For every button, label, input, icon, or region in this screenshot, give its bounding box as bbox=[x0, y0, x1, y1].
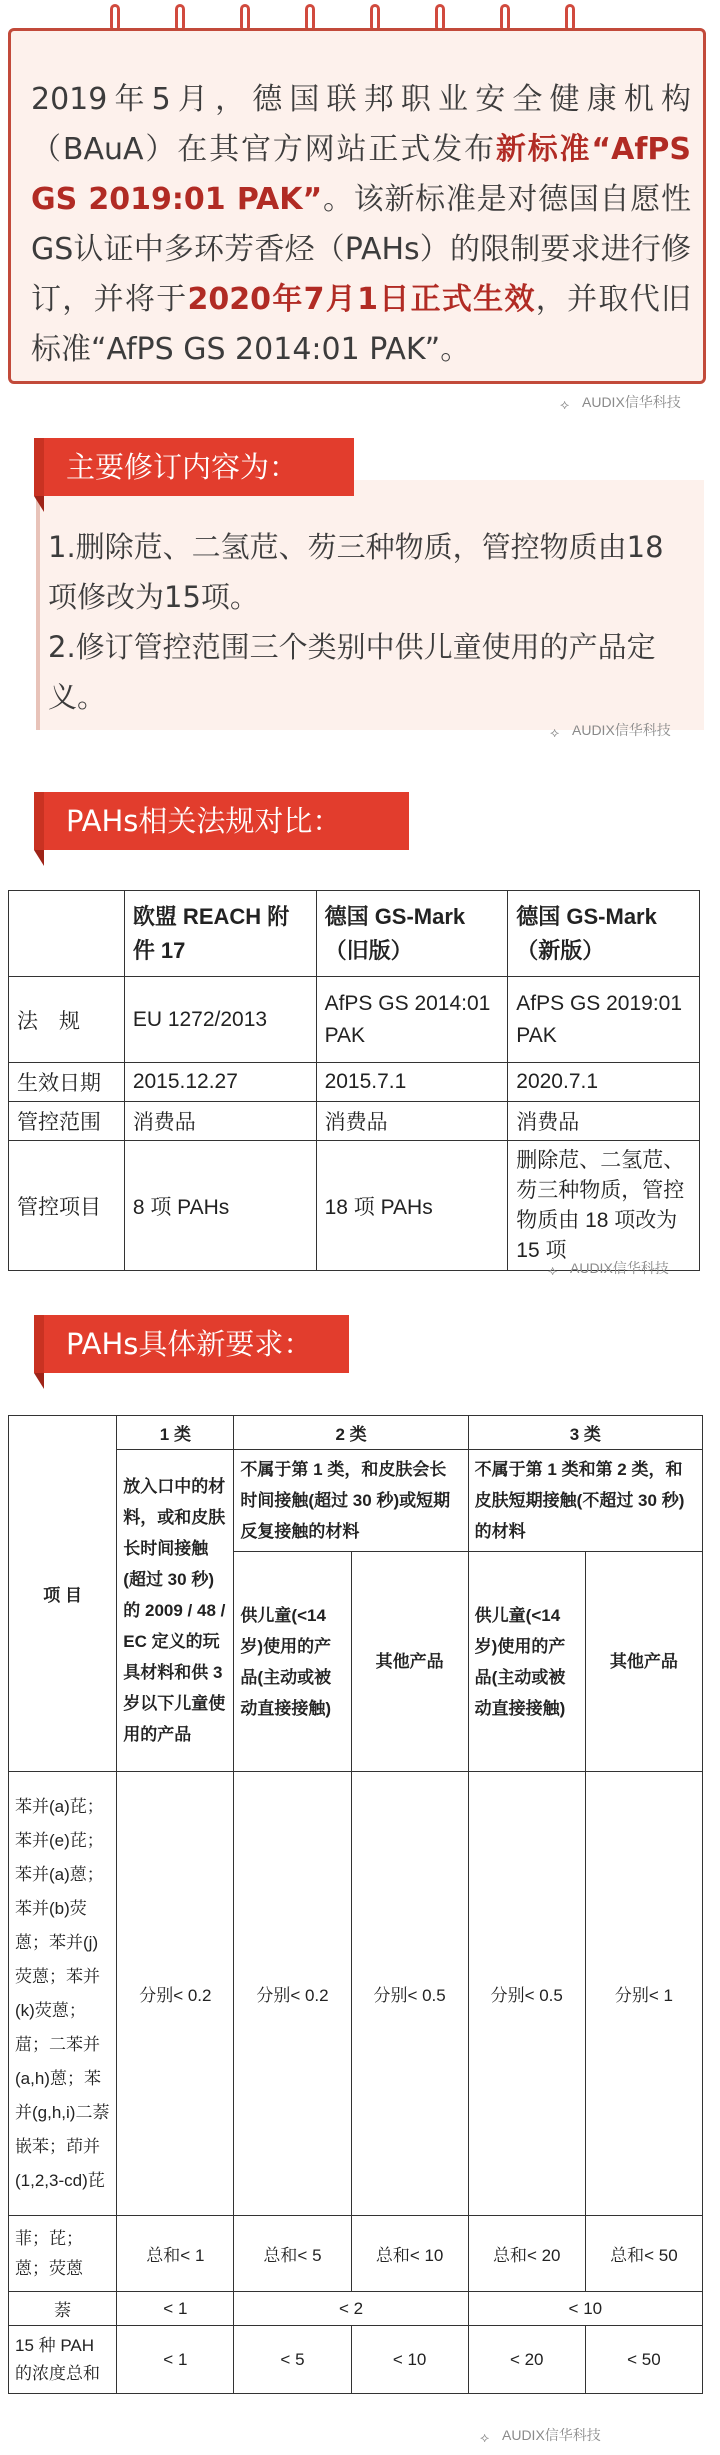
table-cell: 分别< 0.2 bbox=[117, 1772, 234, 2216]
section-header-revision: 主要修订内容为： bbox=[44, 438, 354, 496]
intro-text-1: 2019年5月，德国联邦职业安全健康机构（BAuA）在其官方网站正式发布 bbox=[31, 82, 691, 167]
revision-item-1: 1.删除苊、二氢苊、芴三种物质，管控物质由18项修改为15项。 bbox=[48, 530, 664, 614]
table-cell: < 10 bbox=[468, 2292, 702, 2326]
table-cell: < 2 bbox=[234, 2292, 468, 2326]
table-row bbox=[9, 1102, 700, 1141]
revision-box bbox=[36, 480, 704, 730]
col-header-item: 项 目 bbox=[9, 1416, 117, 1772]
table-header-empty bbox=[9, 891, 125, 977]
table-cell: 2015.7.1 bbox=[316, 1063, 508, 1102]
cat3-other-products: 其他产品 bbox=[585, 1552, 702, 1772]
table-row bbox=[9, 2216, 703, 2292]
watermark: ⟡ AUDIX信华科技 bbox=[480, 2427, 601, 2446]
section-header-compare: PAHs相关法规对比： bbox=[44, 792, 409, 850]
table-row bbox=[9, 1772, 703, 2216]
revision-item-2: 2.修订管控范围三个类别中供儿童使用的产品定义。 bbox=[48, 630, 656, 714]
table-row bbox=[9, 2326, 703, 2394]
table-header-reach: 欧盟 REACH 附件 17 bbox=[124, 891, 316, 977]
wechat-icon: ⟡ bbox=[548, 1262, 558, 1279]
watermark: ⟡ AUDIX信华科技 bbox=[550, 722, 671, 741]
watermark: ⟡ AUDIX信华科技 bbox=[548, 1260, 669, 1279]
table-cell: 法 规 bbox=[9, 977, 125, 1063]
table-cell: 总和< 50 bbox=[585, 2216, 702, 2292]
table-cell: 管控范围 bbox=[9, 1102, 125, 1141]
cat2-child-products: 供儿童(<14 岁)使用的产品(主动或被动直接接触) bbox=[234, 1552, 351, 1772]
table-cell: 总和< 1 bbox=[117, 2216, 234, 2292]
table-cell: < 5 bbox=[234, 2326, 351, 2394]
table-cell: 消费品 bbox=[124, 1102, 316, 1141]
cat3-description: 不属于第 1 类和第 2 类，和皮肤短期接触(不超过 30 秒)的材料 bbox=[468, 1450, 702, 1552]
wechat-icon: ⟡ bbox=[550, 724, 560, 741]
pah-group-individual: 苯并(a)芘；苯并(e)芘；苯并(a)蒽；苯并(b)荧蒽；苯并(j)荧蒽；苯并(k)荧蒽；䓛；二苯并(a,h)蒽；苯并(g,h,i)二萘嵌苯；茚并(1,2,3-cd)芘 bbox=[9, 1772, 117, 2216]
table-header-gs-new: 德国 GS-Mark（新版） bbox=[508, 891, 700, 977]
new-standard-highlight: 新标准“AfPS GS 2019:01 PAK” bbox=[31, 132, 691, 217]
table-cell: 分别< 0.5 bbox=[468, 1772, 585, 2216]
table-header-gs-old: 德国 GS-Mark（旧版） bbox=[316, 891, 508, 977]
col-header-cat1: 1 类 bbox=[117, 1416, 234, 1450]
intro-card bbox=[8, 28, 706, 384]
pah-total-15: 15 种 PAH 的浓度总和 bbox=[9, 2326, 117, 2394]
table-row bbox=[9, 977, 700, 1063]
table-cell: EU 1272/2013 bbox=[124, 977, 316, 1063]
table-cell: < 50 bbox=[585, 2326, 702, 2394]
table-cell: 生效日期 bbox=[9, 1063, 125, 1102]
table-cell: < 20 bbox=[468, 2326, 585, 2394]
table-cell: 总和< 10 bbox=[351, 2216, 468, 2292]
table-cell: 分别< 0.5 bbox=[351, 1772, 468, 2216]
table-cell: AfPS GS 2019:01 PAK bbox=[508, 977, 700, 1063]
table-cell: < 10 bbox=[351, 2326, 468, 2394]
table-row bbox=[9, 2292, 703, 2326]
wechat-icon: ⟡ bbox=[480, 2429, 490, 2446]
table-cell: 消费品 bbox=[316, 1102, 508, 1141]
table-cell: 总和< 20 bbox=[468, 2216, 585, 2292]
cat2-description: 不属于第 1 类，和皮肤会长时间接触(超过 30 秒)或短期反复接触的材料 bbox=[234, 1450, 468, 1552]
cat2-other-products: 其他产品 bbox=[351, 1552, 468, 1772]
table-row bbox=[9, 1141, 700, 1271]
table-cell: < 1 bbox=[117, 2326, 234, 2394]
table-cell: 2015.12.27 bbox=[124, 1063, 316, 1102]
wechat-icon: ⟡ bbox=[560, 396, 570, 413]
intro-paragraph bbox=[31, 75, 691, 375]
table-cell: 分别< 1 bbox=[585, 1772, 702, 2216]
intro-text-3: ，并取代旧标准“AfPS GS 2014:01 PAK”。 bbox=[31, 282, 692, 367]
table-cell: 删除苊、二氢苊、芴三种物质，管控物质由 18 项改为 15 项 bbox=[508, 1141, 700, 1271]
requirements-table bbox=[8, 1415, 703, 2394]
table-cell: 消费品 bbox=[508, 1102, 700, 1141]
table-cell: 2020.7.1 bbox=[508, 1063, 700, 1102]
section-header-requirements: PAHs具体新要求： bbox=[44, 1315, 349, 1373]
revision-text bbox=[48, 522, 688, 722]
comparison-table bbox=[8, 890, 700, 1271]
pah-naphthalene: 萘 bbox=[9, 2292, 117, 2326]
effective-date-highlight: 2020年7月1日正式生效 bbox=[187, 282, 536, 317]
table-cell: < 1 bbox=[117, 2292, 234, 2326]
col-header-cat2: 2 类 bbox=[234, 1416, 468, 1450]
table-cell: 18 项 PAHs bbox=[316, 1141, 508, 1271]
table-cell: 8 项 PAHs bbox=[124, 1141, 316, 1271]
table-cell: 总和< 5 bbox=[234, 2216, 351, 2292]
cat1-description: 放入口中的材料，或和皮肤长时间接触(超过 30 秒)的 2009 / 48 / EC 定义的玩具材料和供 3 岁以下儿童使用的产品 bbox=[117, 1450, 234, 1772]
table-cell: 管控项目 bbox=[9, 1141, 125, 1271]
table-row bbox=[9, 1063, 700, 1102]
col-header-cat3: 3 类 bbox=[468, 1416, 702, 1450]
watermark: ⟡ AUDIX信华科技 bbox=[560, 394, 681, 413]
intro-text-2: 。该新标准是对德国自愿性GS认证中多环芳香烃（PAHs）的限制要求进行修订，并将于 bbox=[31, 182, 692, 317]
pah-group-sum: 菲；芘；蒽；荧蒽 bbox=[9, 2216, 117, 2292]
table-cell: AfPS GS 2014:01 PAK bbox=[316, 977, 508, 1063]
cat3-child-products: 供儿童(<14 岁)使用的产品(主动或被动直接接触) bbox=[468, 1552, 585, 1772]
table-cell: 分别< 0.2 bbox=[234, 1772, 351, 2216]
